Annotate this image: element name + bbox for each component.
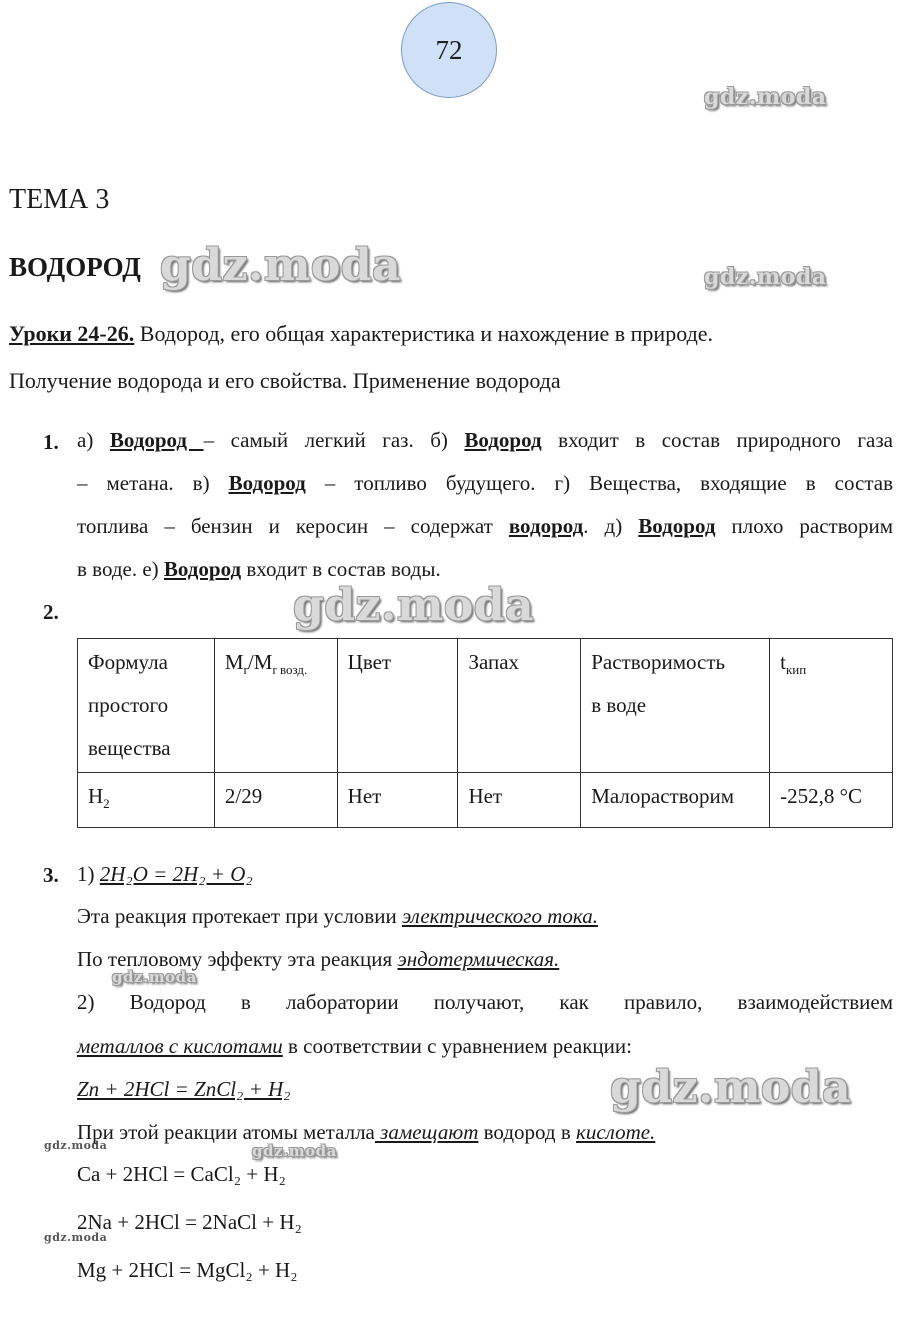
task-number: 2. — [43, 600, 59, 624]
properties-table — [77, 638, 893, 828]
cell-formula: $H_2$ — [78, 773, 215, 828]
task-number: 1. — [43, 430, 59, 454]
header-formula: Формула простого вещества — [78, 639, 215, 773]
watermark: gdz.moda — [704, 84, 827, 110]
equation-electrolysis: 1) 2H₂O = 2H₂ + O₂ — [77, 862, 253, 886]
watermark: gdz.moda — [112, 968, 197, 986]
answer: эндотермическая. — [397, 947, 560, 971]
answer: Водород — [638, 514, 716, 538]
answer: кислоте. — [576, 1120, 656, 1144]
answer: металлов с кислотами — [77, 1034, 283, 1058]
table-row — [78, 773, 893, 828]
answer: Водород — [163, 557, 242, 581]
watermark: gdz.moda — [610, 1062, 852, 1113]
header-boiling-point: $t_{кип}$ — [770, 639, 893, 773]
task-number: 3. — [43, 863, 59, 887]
page-number: 72 — [401, 2, 497, 98]
task1-line: в воде. е) Водород входит в состав воды. — [77, 557, 441, 581]
equation-magnesium: Mg + 2HCl = MgCl₂ + H₂ — [77, 1258, 298, 1282]
header-solubility: Растворимость в воде — [581, 639, 770, 773]
lab-line: 2) Водород в лаборатории получают, как правило, взаимодействием — [77, 990, 893, 1014]
cell-boiling-point: -252,8 °C — [770, 773, 893, 828]
equation-calcium: Ca + 2HCl = CaCl₂ + H₂ — [77, 1162, 286, 1186]
watermark: gdz.moda — [704, 264, 827, 290]
cell-mr: 2/29 — [214, 773, 337, 828]
table-header-row — [78, 639, 893, 773]
watermark: gdz.moda — [44, 1231, 108, 1244]
answer: Zn + 2HCl = ZnCl₂ + H₂ — [77, 1077, 291, 1101]
substitution-line: При этой реакции атомы металла замещают водород в кислоте. — [77, 1120, 656, 1144]
task1-line: топлива – бензин и керосин – содержат водород. д) Водород плохо растворим — [77, 514, 893, 538]
topic-label: ТЕМА 3 — [9, 184, 110, 215]
answer: 2H₂O = 2H₂ + O₂ — [99, 862, 253, 886]
lesson-label: Уроки 24-26. — [9, 321, 135, 346]
cell-smell: Нет — [458, 773, 581, 828]
answer: электрического тока. — [401, 904, 598, 928]
condition-line: Эта реакция протекает при условии электрического тока. — [77, 904, 598, 928]
lesson-title-line2: Получение водорода и его свойства. Применение водорода — [9, 368, 561, 393]
equation-sodium: 2Na + 2HCl = 2NaCl + H₂ — [77, 1210, 302, 1234]
heat-effect-line: По тепловому эффекту эта реакция эндотермическая. — [77, 947, 560, 971]
answer: Водород — [228, 471, 306, 495]
equation-zinc — [77, 1077, 291, 1102]
answer: Водород — [464, 428, 542, 452]
lesson-title-line1 — [9, 321, 713, 347]
task1-line: – метана. в) Водород – топливо будущего. г) Вещества, входящие в состав — [77, 471, 893, 495]
answer: водород — [508, 514, 584, 538]
watermark: gdz.moda — [293, 580, 535, 631]
task1-line: а) Водород – самый легкий газ. б) Водород входит в состав природного газа — [77, 428, 893, 452]
watermark: gdz.moda — [252, 1142, 337, 1160]
header-color: Цвет — [337, 639, 458, 773]
chapter-title: ВОДОРОД — [9, 252, 141, 282]
watermark: gdz.moda — [44, 1139, 108, 1152]
header-mr: $M_r/M_{r возд.}$ — [214, 639, 337, 773]
lesson-title: Водород, его общая характеристика и нахождение в природе. — [134, 321, 714, 346]
cell-color: Нет — [337, 773, 458, 828]
header-smell: Запах — [458, 639, 581, 773]
watermark: gdz.moda — [160, 240, 402, 291]
lab-line: металлов с кислотами в соответствии с уравнением реакции: — [77, 1034, 632, 1058]
answer: замещают — [374, 1120, 479, 1144]
answer: Водород — [109, 428, 204, 452]
cell-solubility: Малорастворим — [581, 773, 770, 828]
